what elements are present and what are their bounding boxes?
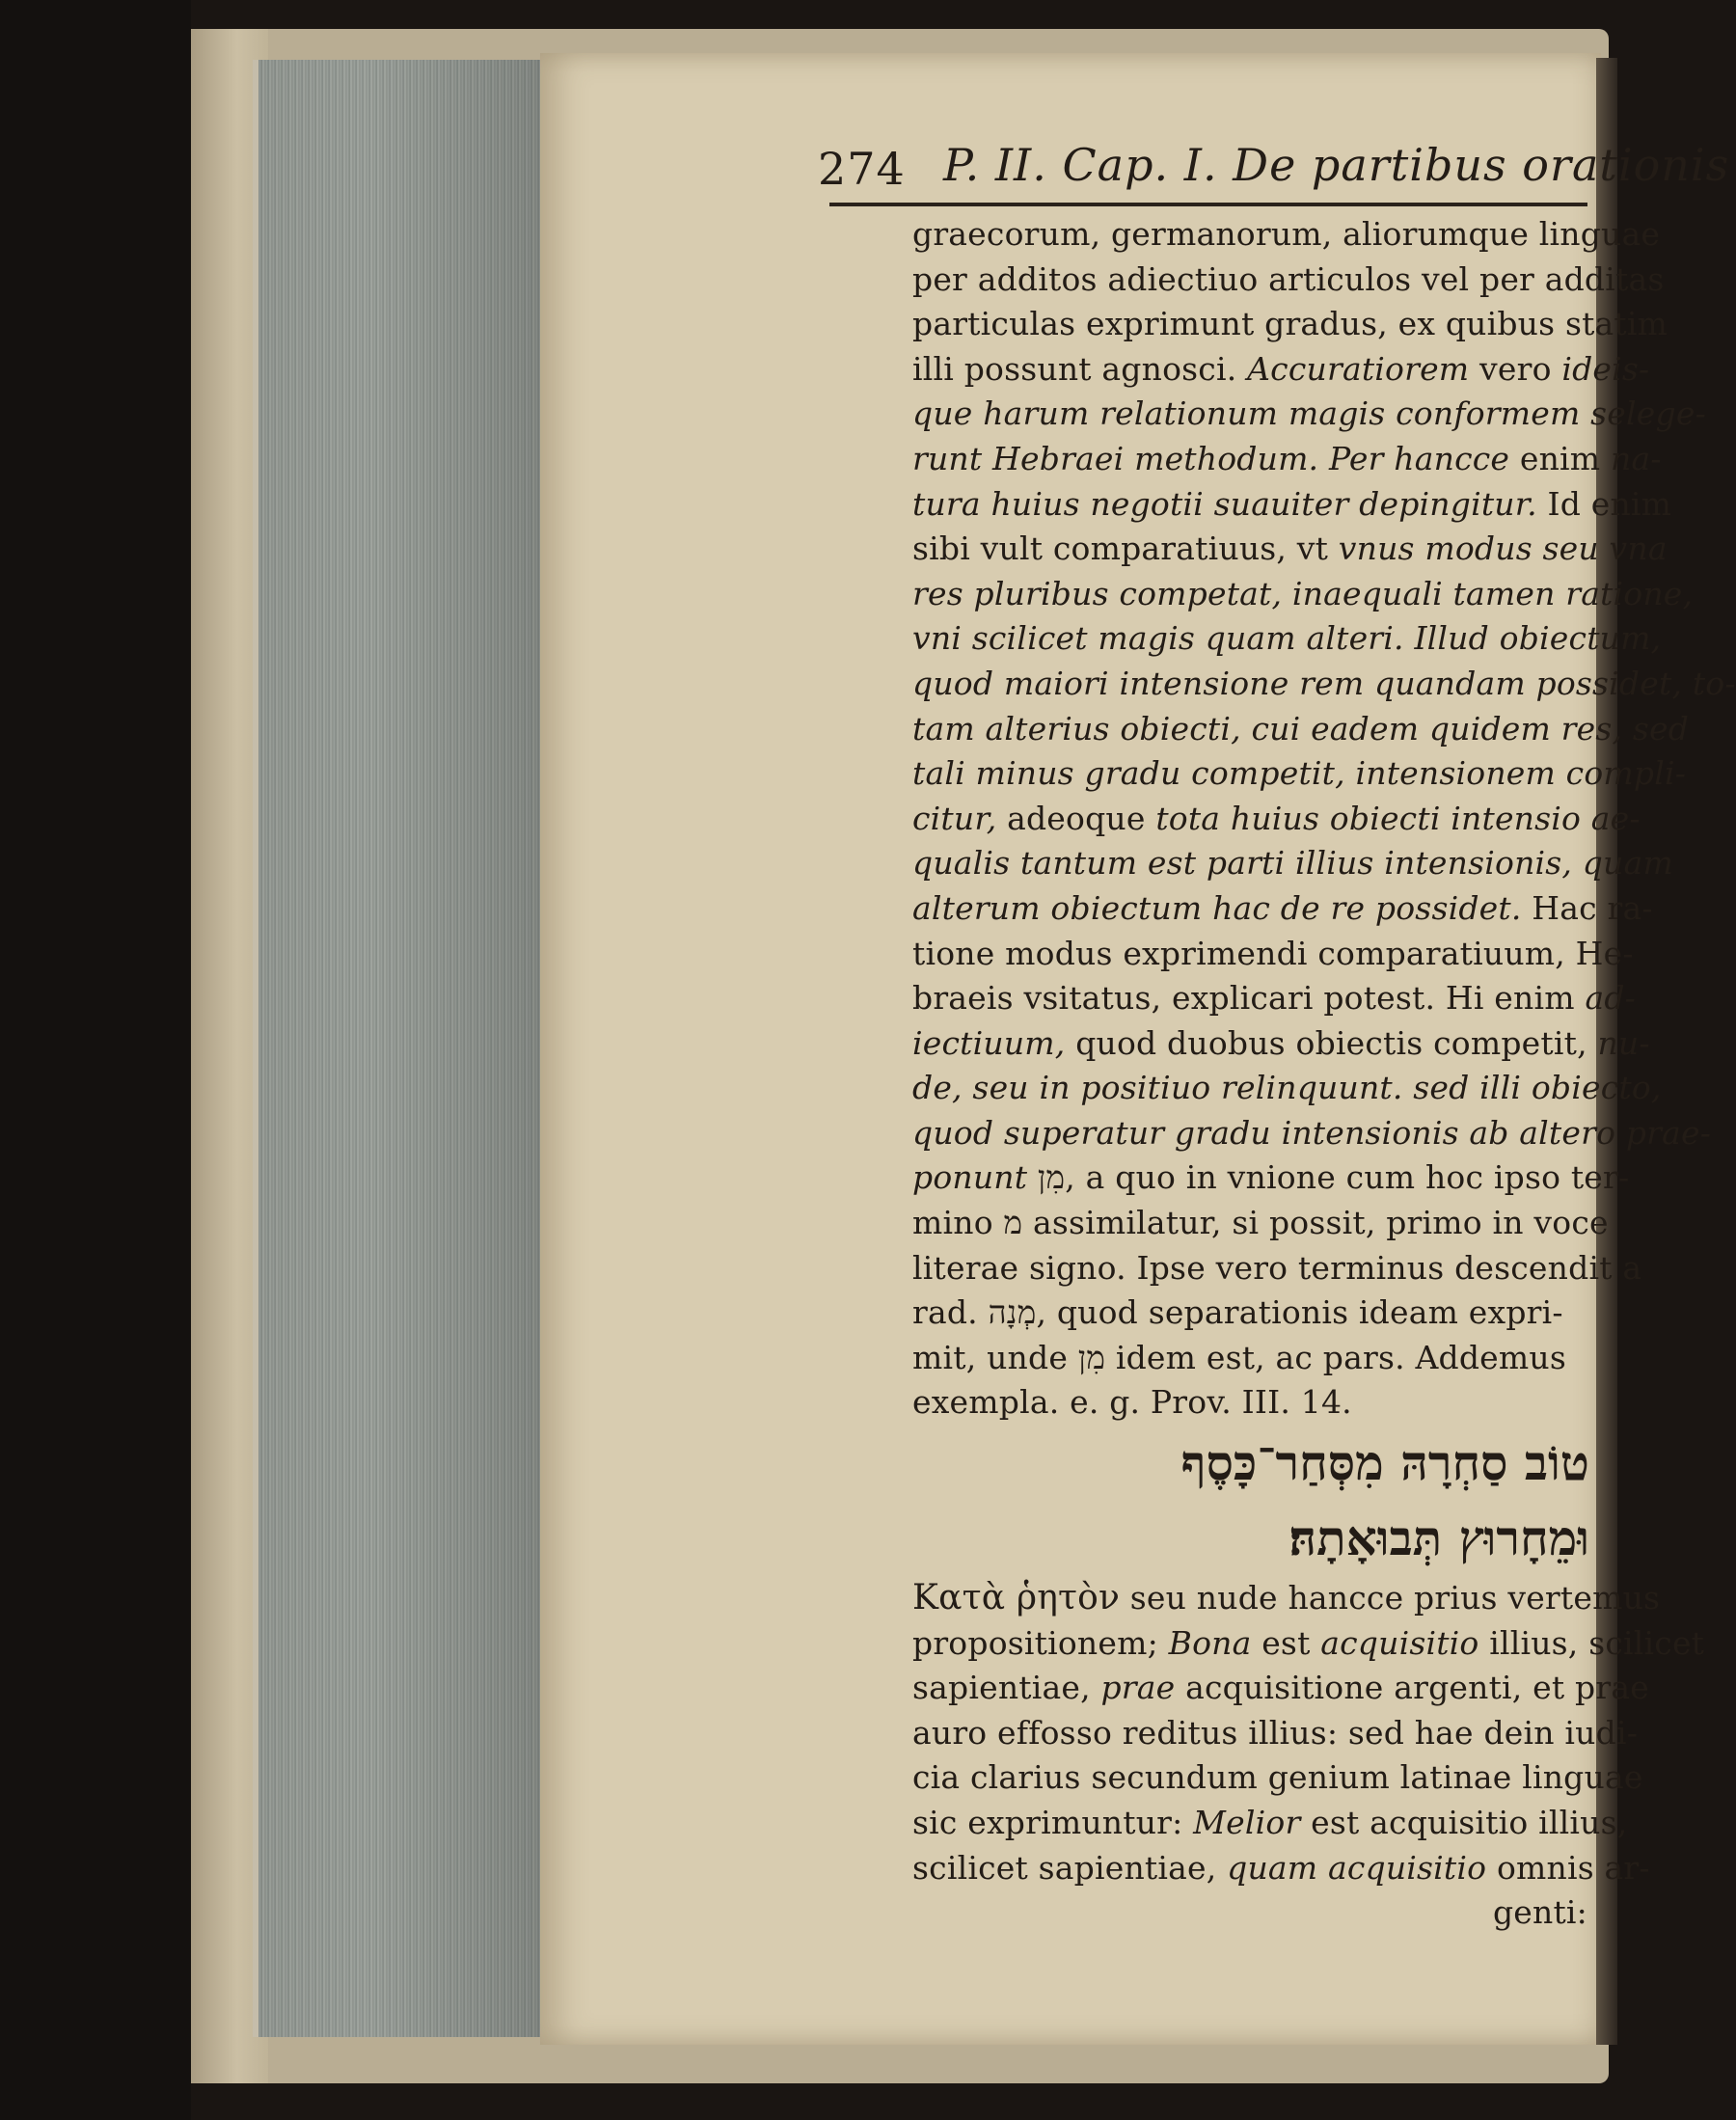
text-line: sibi vult comparatiuus, vt vnus modus seu vna (912, 530, 1668, 568)
text-line: exempla. e. g. Prov. III. 14. (912, 1383, 1352, 1422)
text-line: particulas exprimunt gradus, ex quibus statim (912, 305, 1668, 343)
text-line: Κατὰ ῥητὸν seu nude hancce prius vertemus (912, 1578, 1661, 1618)
text-line: ponunt מִן, a quo in vnione cum hoc ipso ter- (912, 1158, 1630, 1197)
text-line: vni scilicet magis quam alteri. Illud obiectum, (912, 619, 1662, 658)
text-line: de, seu in positiuo relinquunt. sed illi obiecto, (912, 1069, 1662, 1107)
text-line: qualis tantum est parti illius intensionis, quam (912, 844, 1673, 883)
text-line: iectiuum, quod duobus obiectis competit, nu- (912, 1023, 1650, 1062)
text-line: que harum relationum magis conformem selege- (912, 394, 1706, 433)
text-line: mit, unde מִן idem est, ac pars. Addemus (912, 1338, 1566, 1376)
dark-background (0, 0, 191, 2120)
running-head: P. II. Cap. I. De partibus orationis (943, 139, 1730, 191)
catchword-line: genti: (1492, 1893, 1587, 1932)
text-line: propositionem; Bona est acquisitio illius, scilicet (912, 1623, 1705, 1662)
hebrew-verse-line: וּמֵחָרוּץ תְּבוּאָתָהּ׃ (1288, 1509, 1589, 1567)
text-line: per additos adiectiuo articulos vel per additas (912, 259, 1665, 298)
text-line: tali minus gradu competit, intensionem compli- (912, 754, 1687, 793)
text-line: citur, adeoque tota huius obiecti intensio ae- (912, 799, 1641, 837)
text-line: literae signo. Ipse vero terminus descendit a (912, 1248, 1642, 1287)
text-line: tione modus exprimendi comparatiuum, He- (912, 934, 1634, 972)
text-line: sapientiae, prae acquisitione argenti, et prae (912, 1669, 1649, 1707)
page-block-shadow (253, 60, 542, 2037)
text-line: tam alterius obiecti, cui eadem quidem res, sed (912, 709, 1690, 747)
text-line: auro effosso reditus illius: sed hae dein iudi- (912, 1713, 1639, 1752)
text-line: sic exprimuntur: Melior est acquisitio illius, (912, 1804, 1628, 1841)
text-line: alterum obiectum hac de re possidet. Hac ra- (912, 888, 1653, 927)
hebrew-verse-line: טוֹב סַחְרָהּ מִסְּחַר־כָּסֶף (1180, 1434, 1589, 1492)
text-line: cia clarius secundum genium latinae linguae (912, 1758, 1643, 1797)
page-header (818, 135, 1730, 203)
text-line: graecorum, germanorum, aliorumque linguae (912, 215, 1661, 253)
text-line: mino מ assimilatur, si possit, primo in voce (912, 1204, 1609, 1242)
text-line: quod superatur gradu intensionis ab altero prae- (912, 1113, 1712, 1152)
text-line: braeis vsitatus, explicari potest. Hi enim ad- (912, 979, 1637, 1018)
text-line: quod maiori intensione rem quandam possidet, to- (912, 664, 1736, 702)
text-line: illi possunt agnosci. Accuratiorem vero ideis- (912, 349, 1650, 388)
text-line: tura huius negotii suauiter depingitur. Id enim (912, 484, 1672, 523)
text-line: runt Hebraei methodum. Per hancce enim na- (912, 439, 1662, 477)
text-line: scilicet sapientiae, quam acquisitio omnis ar- (912, 1848, 1650, 1887)
text-line: rad. מְנָה, quod separationis ideam expri- (912, 1293, 1563, 1332)
header-rule (829, 203, 1587, 206)
text-line: res pluribus competat, inaequali tamen ratione, (912, 574, 1694, 612)
page-number: 274 (818, 143, 906, 195)
page-body (912, 212, 1736, 1936)
